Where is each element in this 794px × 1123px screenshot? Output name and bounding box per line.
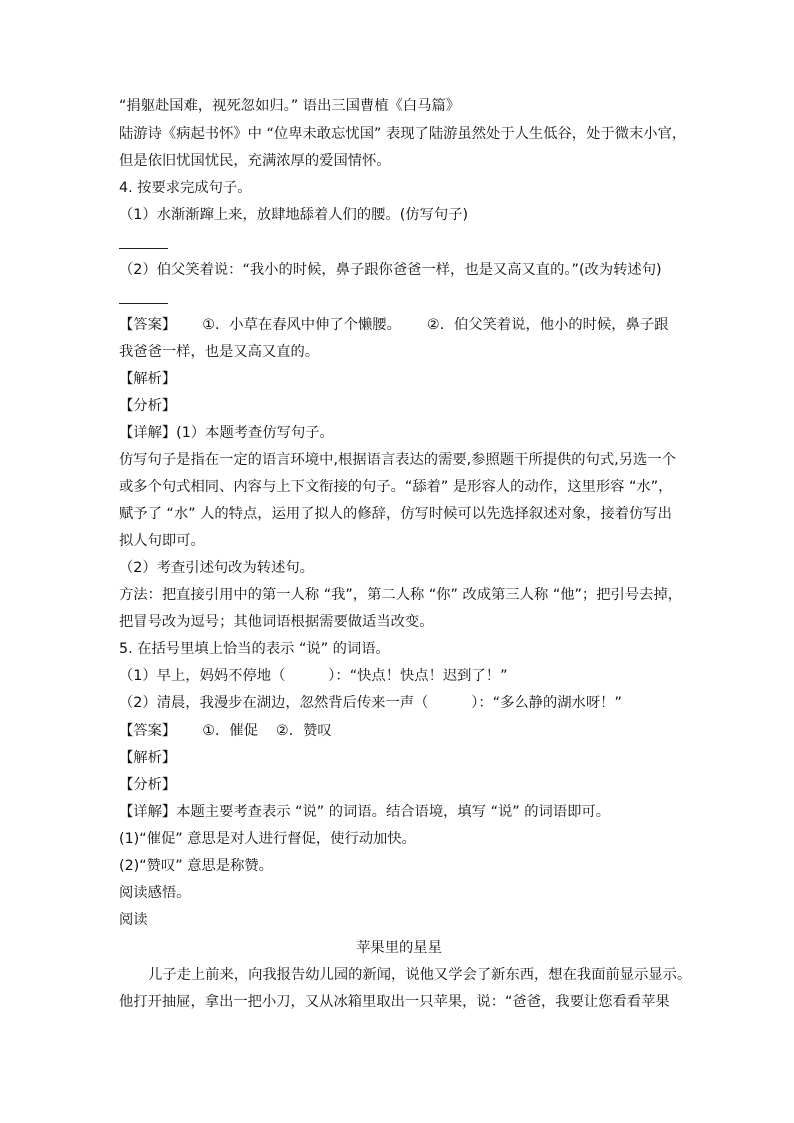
text-line: 我爸爸一样，也是又高又直的。 — [119, 344, 320, 360]
answer-blank-line — [119, 248, 168, 249]
answer-label: 【答案】 — [119, 317, 177, 333]
detail-label: 【详解】本题主要考查表示 “说” 的词语。结合语境，填写 “说” 的词语即可。 — [119, 804, 611, 820]
text-line: 或多个句式相同、内容与上下文衔接的句子。“舔着” 是形容人的动作，这里形容 “水”， — [119, 479, 673, 495]
text-line: 拟人句即可。 — [119, 533, 205, 549]
text-line: 陆游诗《病起书怀》中 “位卑未敢忘忧国” 表现了陆游虽然处于人生低谷，处于微末小官， — [119, 126, 687, 142]
question-5-item-1: （1）早上，妈妈不停地（ ）：“快点！快点！迟到了！” — [119, 668, 508, 684]
detail-label: 【详解】(1）本题考查仿写句子。 — [119, 425, 334, 441]
answer-1: ①．小草在春风中伸了个懒腰。 — [202, 317, 401, 333]
text-line: (1)“催促” 意思是对人进行督促，使行动加快。 — [119, 831, 416, 847]
fenxi-label: 【分析】 — [119, 777, 177, 793]
analysis-label: 【解析】 — [119, 371, 177, 387]
text-line: 仿写句子是指在一定的语言环境中,根据语言表达的需要,参照题干所提供的句式,另选一个 — [119, 452, 676, 468]
text-line: （2）考查引述句改为转述句。 — [119, 560, 314, 576]
text-line: “捐躯赴国难，视死忽如归。” 语出三国曹植《白马篇》 — [119, 98, 461, 114]
question-5-item-2: （2）清晨，我漫步在湖边，忽然背后传来一声（ ）：“多么静的湖水呀！” — [119, 695, 622, 711]
text-line: 但是依旧忧国忧民，充满浓厚的爱国情怀。 — [119, 153, 391, 169]
answer-2: ②．伯父笑着说，他小的时候，鼻子跟 — [426, 317, 669, 333]
section-heading: 阅读 — [119, 912, 148, 928]
question-4: 4. 按要求完成句子。 — [119, 180, 252, 196]
question-4-item-1: （1）水渐渐蹿上来，放肆地舔着人们的腰。(仿写句子) — [119, 207, 469, 223]
section-heading: 阅读感悟。 — [119, 885, 191, 901]
text-line: 把冒号改为逗号；其他词语根据需要做适当改变。 — [119, 614, 434, 630]
question-4-item-2: （2）伯父笑着说：“我小的时候，鼻子跟你爸爸一样，也是又高又直的。”(改为转述句) — [119, 262, 662, 278]
text-line: (2)“赞叹” 意思是称赞。 — [119, 858, 273, 874]
answer-line — [119, 721, 679, 741]
answer-blank-line — [119, 303, 168, 304]
text-line: 赋予了 “水” 人的特点，运用了拟人的修辞，仿写时候可以先选择叙述对象，接着仿写出 — [119, 506, 672, 522]
text-line: 方法：把直接引用中的第一人称 “我”，第二人称 “你” 改成第三人称 “他”；把引号去掉， — [119, 587, 683, 603]
article-title: 苹果里的星星 — [356, 940, 442, 956]
analysis-label: 【解析】 — [119, 750, 177, 766]
answer-1: ①．催促 — [202, 723, 258, 739]
article-paragraph: 他打开抽屉，拿出一把小刀，又从冰箱里取出一只苹果，说：“爸爸，我要让您看看苹果 — [119, 994, 670, 1010]
answer-2: ②．赞叹 — [275, 723, 332, 739]
fenxi-label: 【分析】 — [119, 398, 177, 414]
article-paragraph: 儿子走上前来，向我报告幼儿园的新闻，说他又学会了新东西，想在我面前显示显示。 — [148, 967, 692, 983]
question-5: 5. 在括号里填上恰当的表示 “说” 的词语。 — [119, 641, 390, 657]
answer-line — [119, 315, 679, 335]
answer-label: 【答案】 — [119, 723, 177, 739]
